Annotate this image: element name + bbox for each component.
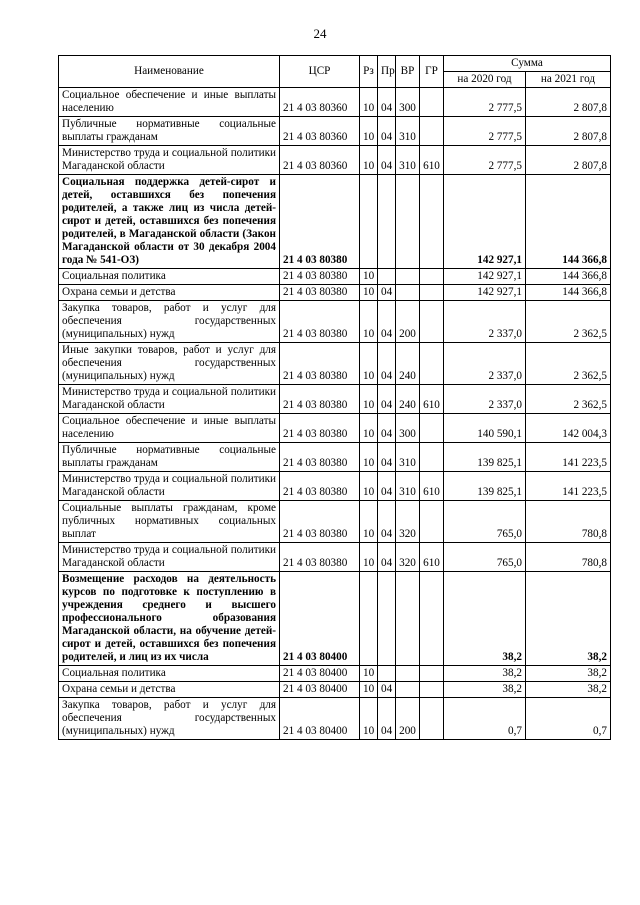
table-row <box>59 443 611 472</box>
cell-rz: 10 <box>360 343 378 385</box>
cell-vr: 320 <box>396 543 420 572</box>
cell-rz: 10 <box>360 385 378 414</box>
cell-csr: 21 4 03 80400 <box>280 572 360 666</box>
cell-csr: 21 4 03 80380 <box>280 343 360 385</box>
cell-gr <box>420 88 444 117</box>
cell-pr: 04 <box>378 682 396 698</box>
header-pr: Пр <box>378 56 396 88</box>
cell-csr: 21 4 03 80380 <box>280 414 360 443</box>
cell-vr: 320 <box>396 501 420 543</box>
cell-vr: 200 <box>396 698 420 740</box>
table-row <box>59 269 611 285</box>
cell-rz: 10 <box>360 301 378 343</box>
cell-vr <box>396 269 420 285</box>
table-row <box>59 666 611 682</box>
cell-pr: 04 <box>378 146 396 175</box>
cell-pr <box>378 572 396 666</box>
header-rz: Рз <box>360 56 378 88</box>
cell-sum-2021: 144 366,8 <box>526 269 611 285</box>
table-row <box>59 301 611 343</box>
cell-csr: 21 4 03 80360 <box>280 88 360 117</box>
cell-csr: 21 4 03 80360 <box>280 146 360 175</box>
cell-sum-2021: 144 366,8 <box>526 285 611 301</box>
table-row <box>59 88 611 117</box>
cell-sum-2021: 2 807,8 <box>526 88 611 117</box>
cell-name: Социальное обеспечение и иные выплаты населению <box>59 414 280 443</box>
cell-sum-2021: 0,7 <box>526 698 611 740</box>
cell-rz: 10 <box>360 117 378 146</box>
cell-name: Социальная поддержка детей-сирот и детей, оставшихся без попечения родителей, а также лиц из числа детей-сирот и детей, оставшихся без попечения родителей, в Магаданской области (Закон Магаданской области от 30 декабря 2004 года № 541-ОЗ) <box>59 175 280 269</box>
budget-table <box>58 55 611 740</box>
cell-sum-2020: 38,2 <box>444 682 526 698</box>
cell-sum-2020: 142 927,1 <box>444 285 526 301</box>
table-row <box>59 414 611 443</box>
cell-sum-2020: 139 825,1 <box>444 443 526 472</box>
cell-sum-2020: 140 590,1 <box>444 414 526 443</box>
cell-pr: 04 <box>378 543 396 572</box>
cell-sum-2021: 2 362,5 <box>526 301 611 343</box>
cell-sum-2021: 141 223,5 <box>526 472 611 501</box>
cell-gr <box>420 343 444 385</box>
cell-rz: 10 <box>360 88 378 117</box>
header-gr: ГР <box>420 56 444 88</box>
cell-csr: 21 4 03 80360 <box>280 117 360 146</box>
cell-sum-2021: 780,8 <box>526 543 611 572</box>
table-row <box>59 572 611 666</box>
cell-gr <box>420 572 444 666</box>
cell-sum-2021: 2 362,5 <box>526 385 611 414</box>
cell-gr: 610 <box>420 385 444 414</box>
table-row <box>59 175 611 269</box>
cell-name: Возмещение расходов на деятельность курсов по подготовке к поступлению в учреждения среднего и высшего профессионального образования Магаданской области, на обучение детей-сирот и детей, оставшихся без попечения родителей, и лиц из их числа <box>59 572 280 666</box>
cell-gr <box>420 117 444 146</box>
table-header <box>59 56 611 88</box>
cell-csr: 21 4 03 80380 <box>280 472 360 501</box>
cell-gr <box>420 269 444 285</box>
cell-pr: 04 <box>378 472 396 501</box>
cell-rz: 10 <box>360 698 378 740</box>
cell-gr: 610 <box>420 146 444 175</box>
table-body <box>59 88 611 740</box>
cell-rz: 10 <box>360 501 378 543</box>
cell-pr: 04 <box>378 501 396 543</box>
cell-sum-2020: 2 337,0 <box>444 301 526 343</box>
cell-vr <box>396 175 420 269</box>
cell-gr <box>420 301 444 343</box>
cell-gr: 610 <box>420 472 444 501</box>
cell-vr: 300 <box>396 414 420 443</box>
cell-rz: 10 <box>360 285 378 301</box>
cell-vr <box>396 572 420 666</box>
table-row <box>59 472 611 501</box>
cell-vr: 240 <box>396 343 420 385</box>
cell-name: Министерство труда и социальной политики Магаданской области <box>59 543 280 572</box>
cell-sum-2020: 38,2 <box>444 572 526 666</box>
cell-pr: 04 <box>378 414 396 443</box>
cell-pr: 04 <box>378 698 396 740</box>
table-row <box>59 698 611 740</box>
cell-sum-2020: 765,0 <box>444 501 526 543</box>
table-row <box>59 146 611 175</box>
header-name: Наименование <box>59 56 280 88</box>
cell-vr: 240 <box>396 385 420 414</box>
cell-rz: 10 <box>360 543 378 572</box>
header-csr: ЦСР <box>280 56 360 88</box>
cell-pr <box>378 175 396 269</box>
cell-gr <box>420 175 444 269</box>
cell-vr: 200 <box>396 301 420 343</box>
cell-pr: 04 <box>378 88 396 117</box>
cell-sum-2021: 38,2 <box>526 572 611 666</box>
cell-name: Министерство труда и социальной политики Магаданской области <box>59 385 280 414</box>
cell-sum-2020: 139 825,1 <box>444 472 526 501</box>
cell-rz: 10 <box>360 472 378 501</box>
cell-sum-2020: 2 337,0 <box>444 385 526 414</box>
cell-name: Закупка товаров, работ и услуг для обеспечения государственных (муниципальных) нужд <box>59 301 280 343</box>
cell-vr: 310 <box>396 472 420 501</box>
cell-csr: 21 4 03 80400 <box>280 698 360 740</box>
cell-name: Иные закупки товаров, работ и услуг для обеспечения государственных (муниципальных) нужд <box>59 343 280 385</box>
cell-gr <box>420 698 444 740</box>
table-row <box>59 543 611 572</box>
cell-name: Публичные нормативные социальные выплаты гражданам <box>59 443 280 472</box>
cell-gr: 610 <box>420 543 444 572</box>
cell-sum-2020: 38,2 <box>444 666 526 682</box>
cell-rz <box>360 572 378 666</box>
header-2021: на 2021 год <box>526 72 611 88</box>
cell-gr <box>420 682 444 698</box>
cell-sum-2021: 141 223,5 <box>526 443 611 472</box>
cell-rz: 10 <box>360 414 378 443</box>
page-number: 24 <box>313 26 327 41</box>
cell-sum-2020: 2 777,5 <box>444 88 526 117</box>
cell-rz: 10 <box>360 443 378 472</box>
cell-sum-2021: 144 366,8 <box>526 175 611 269</box>
cell-gr <box>420 414 444 443</box>
header-2020: на 2020 год <box>444 72 526 88</box>
cell-sum-2020: 2 337,0 <box>444 343 526 385</box>
cell-csr: 21 4 03 80380 <box>280 175 360 269</box>
cell-csr: 21 4 03 80380 <box>280 301 360 343</box>
cell-name: Социальные выплаты гражданам, кроме публичных нормативных социальных выплат <box>59 501 280 543</box>
cell-vr: 310 <box>396 117 420 146</box>
cell-pr: 04 <box>378 117 396 146</box>
header-vr: ВР <box>396 56 420 88</box>
cell-csr: 21 4 03 80380 <box>280 443 360 472</box>
cell-name: Охрана семьи и детства <box>59 682 280 698</box>
cell-vr: 310 <box>396 443 420 472</box>
cell-sum-2021: 2 807,8 <box>526 146 611 175</box>
cell-sum-2020: 142 927,1 <box>444 175 526 269</box>
cell-sum-2020: 0,7 <box>444 698 526 740</box>
cell-name: Социальное обеспечение и иные выплаты населению <box>59 88 280 117</box>
cell-sum-2021: 142 004,3 <box>526 414 611 443</box>
table-row <box>59 501 611 543</box>
cell-vr: 310 <box>396 146 420 175</box>
cell-csr: 21 4 03 80380 <box>280 543 360 572</box>
cell-gr <box>420 443 444 472</box>
cell-pr: 04 <box>378 443 396 472</box>
cell-rz <box>360 175 378 269</box>
cell-name: Охрана семьи и детства <box>59 285 280 301</box>
cell-csr: 21 4 03 80400 <box>280 682 360 698</box>
cell-name: Публичные нормативные социальные выплаты гражданам <box>59 117 280 146</box>
cell-sum-2020: 2 777,5 <box>444 117 526 146</box>
table-row <box>59 385 611 414</box>
cell-name: Министерство труда и социальной политики Магаданской области <box>59 146 280 175</box>
table-row <box>59 285 611 301</box>
cell-csr: 21 4 03 80380 <box>280 269 360 285</box>
cell-name: Социальная политика <box>59 269 280 285</box>
cell-vr <box>396 285 420 301</box>
cell-sum-2021: 2 807,8 <box>526 117 611 146</box>
cell-gr <box>420 666 444 682</box>
cell-pr: 04 <box>378 343 396 385</box>
cell-gr <box>420 285 444 301</box>
cell-rz: 10 <box>360 666 378 682</box>
cell-csr: 21 4 03 80380 <box>280 385 360 414</box>
cell-name: Закупка товаров, работ и услуг для обеспечения государственных (муниципальных) нужд <box>59 698 280 740</box>
cell-name: Социальная политика <box>59 666 280 682</box>
table-row <box>59 343 611 385</box>
cell-rz: 10 <box>360 682 378 698</box>
cell-pr: 04 <box>378 285 396 301</box>
cell-vr: 300 <box>396 88 420 117</box>
cell-vr <box>396 682 420 698</box>
cell-pr: 04 <box>378 385 396 414</box>
header-sum: Сумма <box>444 56 611 72</box>
table-row <box>59 682 611 698</box>
cell-rz: 10 <box>360 146 378 175</box>
table-row <box>59 117 611 146</box>
cell-csr: 21 4 03 80380 <box>280 501 360 543</box>
cell-name: Министерство труда и социальной политики Магаданской области <box>59 472 280 501</box>
cell-pr <box>378 666 396 682</box>
cell-csr: 21 4 03 80380 <box>280 285 360 301</box>
cell-csr: 21 4 03 80400 <box>280 666 360 682</box>
cell-sum-2020: 765,0 <box>444 543 526 572</box>
cell-sum-2021: 38,2 <box>526 682 611 698</box>
cell-sum-2020: 142 927,1 <box>444 269 526 285</box>
cell-rz: 10 <box>360 269 378 285</box>
cell-vr <box>396 666 420 682</box>
cell-sum-2021: 2 362,5 <box>526 343 611 385</box>
cell-sum-2021: 780,8 <box>526 501 611 543</box>
cell-sum-2020: 2 777,5 <box>444 146 526 175</box>
cell-sum-2021: 38,2 <box>526 666 611 682</box>
cell-pr: 04 <box>378 301 396 343</box>
cell-gr <box>420 501 444 543</box>
cell-pr <box>378 269 396 285</box>
